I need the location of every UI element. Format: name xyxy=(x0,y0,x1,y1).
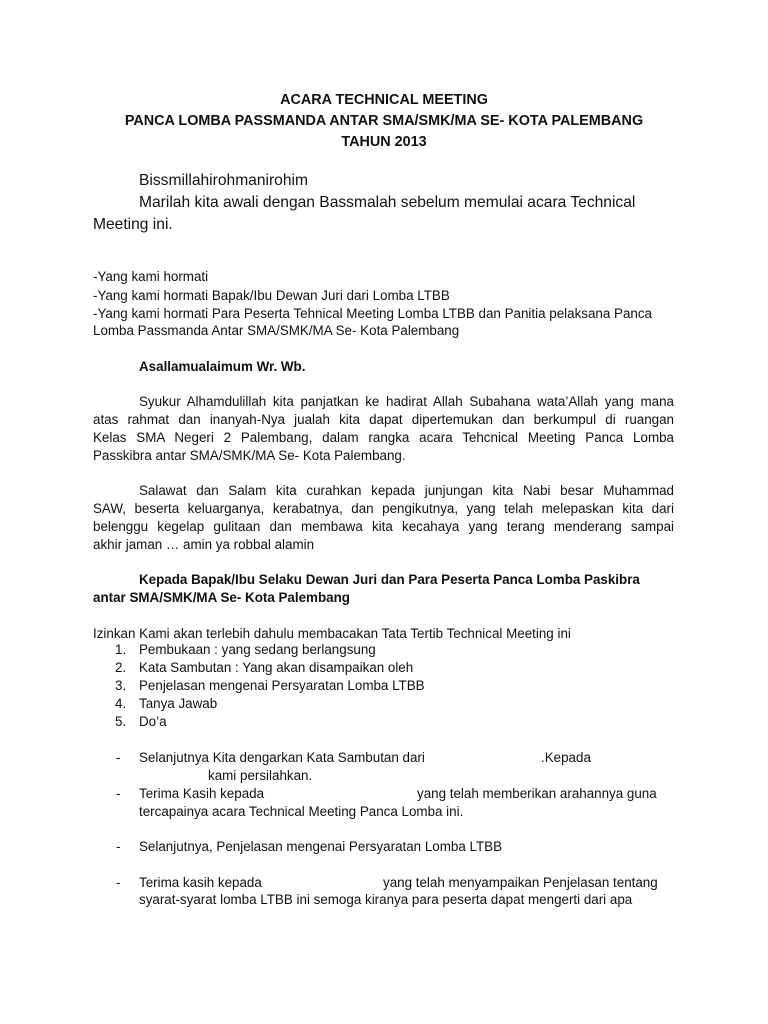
paragraph-line: Passkibra antar SMA/SMK/MA Se- Kota Palembang. xyxy=(93,448,406,463)
agenda-text: Pembukaan : yang sedang berlangsung xyxy=(139,642,376,657)
basmalah-text: Bissmillahirohmanirohim xyxy=(139,172,308,189)
agenda-item xyxy=(93,713,674,731)
dash-bullet: - xyxy=(116,839,121,854)
greeting-line: Lomba Passmanda Antar SMA/SMK/MA Se- Kota Palembang xyxy=(93,323,460,338)
paragraph-line: belenggu kegelap gulitaan dan membawa kita kecahaya yang terang menderang sampai xyxy=(93,519,674,534)
agenda-number: 5. xyxy=(115,714,127,729)
dash-bullet: - xyxy=(116,875,121,890)
sambutan-kepada-text: .Kepada xyxy=(541,750,591,765)
agenda-item xyxy=(93,641,674,659)
agenda-number: 3. xyxy=(115,678,127,693)
paragraph-line: Syukur Alhamdulillah kita panjatkan ke hadirat Allah Subahana wata’Allah yang mana xyxy=(139,394,674,409)
document-title-line-3: TAHUN 2013 xyxy=(341,134,427,150)
agenda-item xyxy=(93,695,674,713)
paragraph-line: SAW, beserta keluarganya, kerabatnya, dan pengikutnya, yang telah melepaskan kita dari xyxy=(93,501,674,516)
document-title-line-1: ACARA TECHNICAL MEETING xyxy=(280,92,488,108)
agenda-item xyxy=(93,677,674,695)
arahan-text: yang telah memberikan arahannya guna xyxy=(417,786,657,801)
terima-kasih-text: Terima kasih kepada xyxy=(139,875,262,890)
address-line-1: Kepada Bapak/Ibu Selaku Dewan Juri dan Para Peserta Panca Lomba Paskibra xyxy=(139,572,640,587)
agenda-list xyxy=(93,641,674,731)
arahan-continuation: tercapainya acara Technical Meeting Panca Lomba ini. xyxy=(139,804,464,819)
dash-bullet: - xyxy=(116,750,121,765)
syarat-continuation: syarat-syarat lomba LTBB ini semoga kiranya para peserta dapat mengerti dari apa xyxy=(139,892,633,907)
sambutan-persilahkan-text: kami persilahkan. xyxy=(208,768,313,783)
paragraph-line: atas rahmat dan inanyah-Nya jualah kita dapat dipertemukan dan berkumpul di ruangan xyxy=(93,412,674,427)
document-title-line-2: PANCA LOMBA PASSMANDA ANTAR SMA/SMK/MA SE- KOTA PALEMBANG xyxy=(124,113,644,129)
agenda-text: Do’a xyxy=(139,714,167,729)
agenda-number: 4. xyxy=(115,696,127,711)
agenda-number: 2. xyxy=(115,660,127,675)
paragraph-line: akhir jaman … amin ya robbal alamin xyxy=(93,537,315,552)
penjelasan-text: Selanjutnya, Penjelasan mengenai Persyaratan Lomba LTBB xyxy=(139,839,503,854)
opening-invitation-line-1: Marilah kita awali dengan Bassmalah sebelum memulai acara Technical xyxy=(139,194,636,211)
greeting-line: -Yang kami hormati xyxy=(93,269,209,284)
paragraph-line: Salawat dan Salam kita curahkan kepada junjungan kita Nabi besar Muhammad xyxy=(139,483,674,498)
opening-invitation-line-2: Meeting ini. xyxy=(93,216,173,233)
agenda-intro: Izinkan Kami akan terlebih dahulu membacakan Tata Tertib Technical Meeting ini xyxy=(93,626,571,641)
salawat-paragraph xyxy=(93,482,674,554)
agenda-text: Kata Sambutan : Yang akan disampaikan oleh xyxy=(139,660,414,675)
terima-kasih-text: Terima Kasih kepada xyxy=(139,786,265,801)
agenda-number: 1. xyxy=(115,642,127,657)
dash-bullet: - xyxy=(116,786,121,801)
agenda-item xyxy=(93,659,674,677)
greeting-line: -Yang kami hormati Bapak/Ibu Dewan Juri dari Lomba LTBB xyxy=(93,288,450,303)
paragraph-line: Kelas SMA Negeri 2 Palembang, dalam rangka acara Tehcnical Meeting Panca Lomba xyxy=(93,430,674,445)
salam-heading: Asallamualaimum Wr. Wb. xyxy=(139,359,306,374)
syukur-paragraph xyxy=(93,393,674,465)
agenda-text: Penjelasan mengenai Persyaratan Lomba LTBB xyxy=(139,678,425,693)
greeting-line: -Yang kami hormati Para Peserta Tehnical Meeting Lomba LTBB dan Panitia pelaksana Panca xyxy=(93,306,653,321)
penjelasan-tentang-text: yang telah menyampaikan Penjelasan tentang xyxy=(383,875,658,890)
agenda-text: Tanya Jawab xyxy=(139,696,218,711)
address-line-2: antar SMA/SMK/MA Se- Kota Palembang xyxy=(93,590,350,605)
sambutan-text: Selanjutnya Kita dengarkan Kata Sambutan dari xyxy=(139,750,425,765)
